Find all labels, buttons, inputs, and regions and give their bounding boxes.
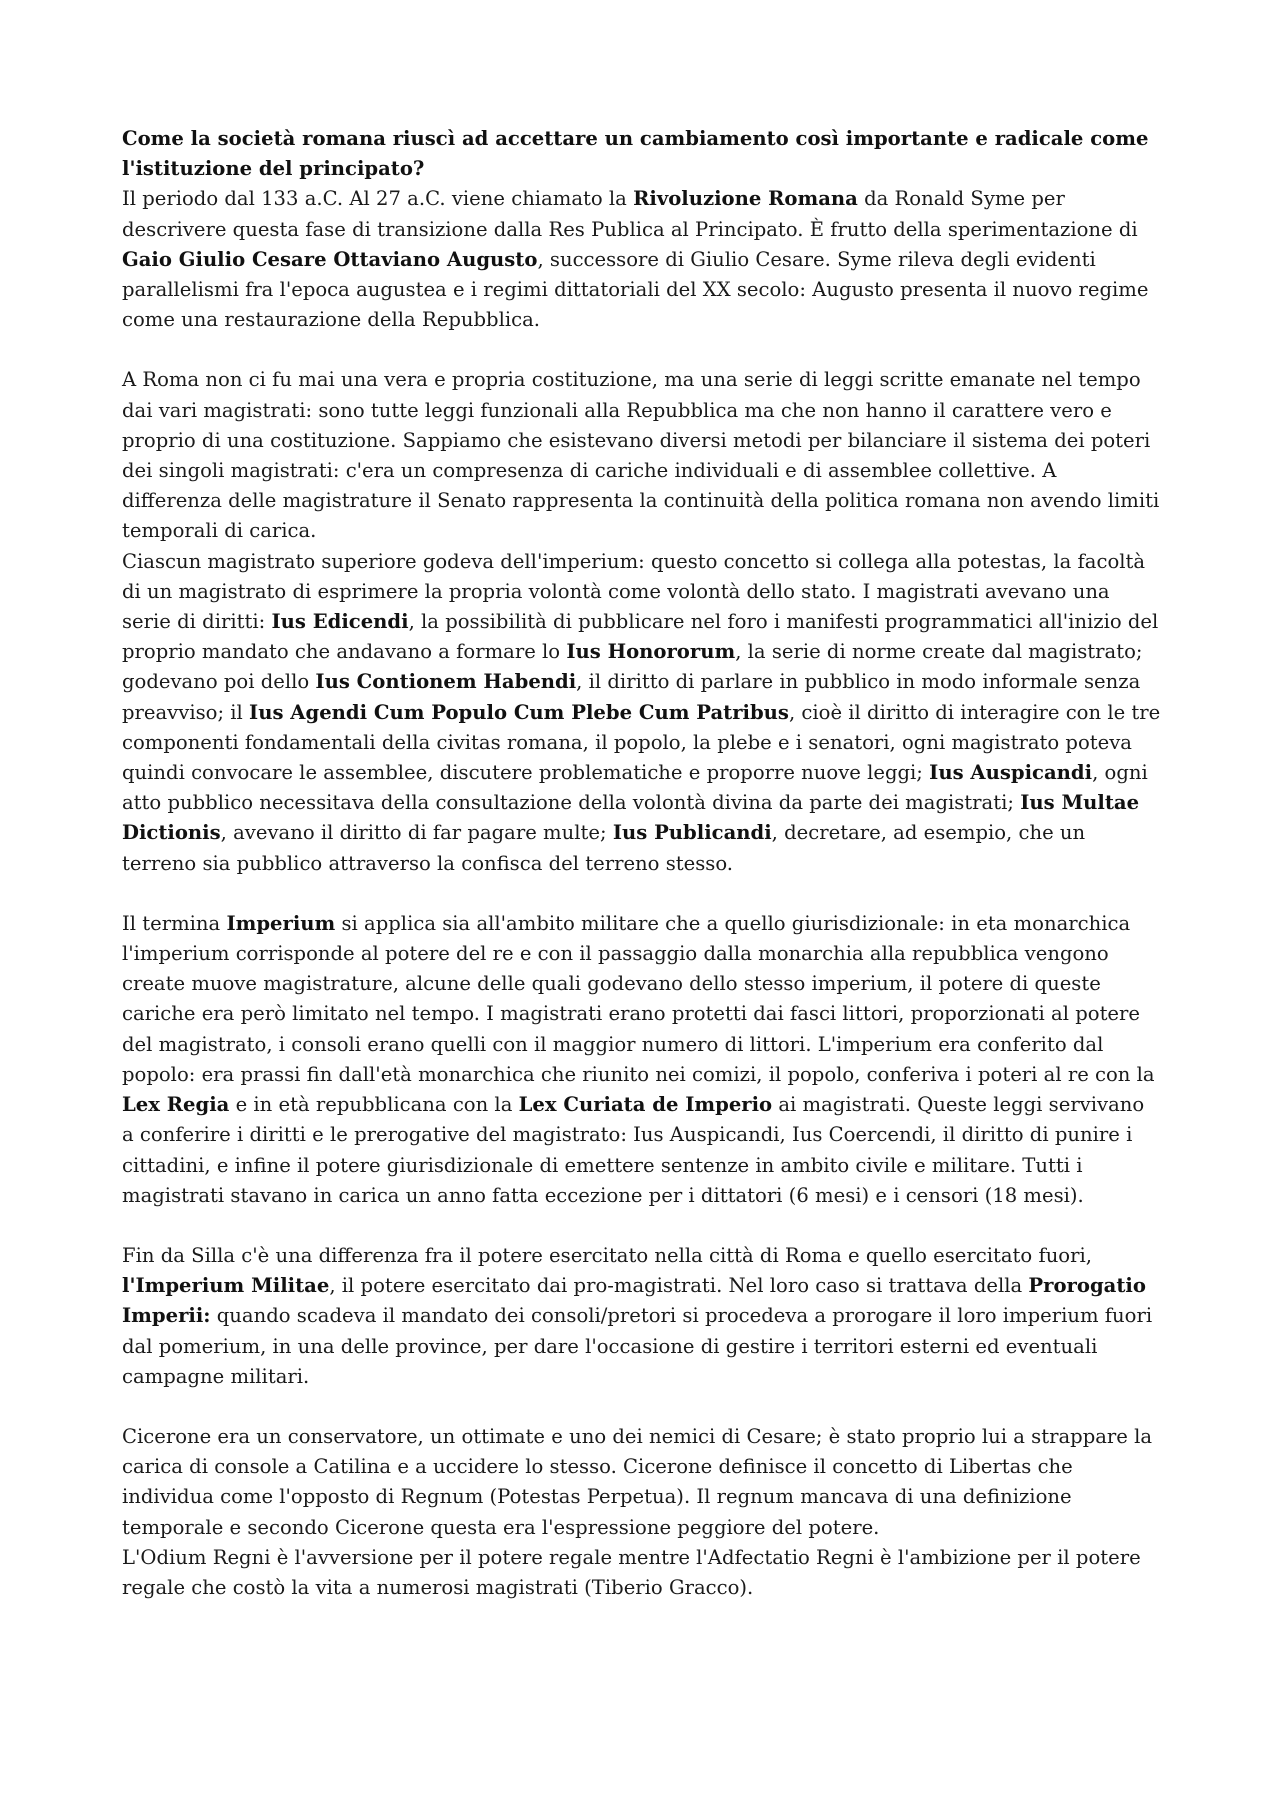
text-run: , cioè il diritto di interagire con le tre componenti fondamentali della civitas romana, il popolo, la plebe e i senatori, ogni magistrato poteva quindi convocare le assemblee, discutere problematiche e proporre nuove leggi;	[122, 700, 1161, 785]
text-run: , decretare, ad esempio, che un terreno sia pubblico attraverso la confisca del terreno stesso.	[122, 821, 1086, 875]
paragraph-cicerone: Cicerone era un conservatore, un ottimate e uno dei nemici di Cesare; è stato proprio lui a strappare la carica di console a Catilina e a uccidere lo stesso. Cicerone definisce il concetto di Libertas che individua come l'opposto di Regnum (Potestas Perpetua). Il regnum mancava di una definizione temporale e secondo Cicerone questa era l'espressione peggiore del potere.	[122, 1424, 1153, 1539]
heading-text: Come la società romana riuscì ad accettare un cambiamento così importante e radicale come l'istituzione del principato?	[122, 127, 1149, 181]
text-run: quando scadeva il mandato dei consoli/pretori si procedeva a prorogare il loro imperium fuori dal pomerium, in una delle province, per dare l'occasione di gestire i territori esterni ed eventuali campagne militari.	[122, 1304, 1153, 1388]
text-run: , ogni atto pubblico necessitava della consultazione della volontà divina da parte dei magistrati;	[122, 761, 1148, 815]
paragraph-imperium-militae	[122, 1241, 1162, 1392]
text-run: da Ronald Syme per descrivere questa fase di transizione dalla Res Publica al Principato. È frutto della sperimentazione di	[122, 187, 1138, 241]
paragraph-diritti-magistrati	[122, 547, 1162, 879]
text-run: , il potere esercitato dai pro-magistrati. Nel loro caso si trattava della	[329, 1274, 1029, 1298]
paragraph-gap	[122, 1211, 1162, 1241]
bold-term: Ius Honororum	[566, 640, 736, 664]
text-run: Il termina	[122, 911, 227, 935]
bold-term: Prorogatio Imperii:	[122, 1274, 1146, 1328]
document-page	[122, 124, 1162, 1603]
text-run: , la serie di norme create dal magistrato; godevano poi dello	[122, 640, 1143, 694]
text-run: Fin da Silla c'è una differenza fra il potere esercitato nella città di Roma e quello esercitato fuori,	[122, 1243, 1092, 1267]
bold-term: Ius Auspicandi	[929, 761, 1093, 785]
bold-term: Rivoluzione Romana	[633, 187, 858, 211]
text-run: ai magistrati. Queste leggi servivano a conferire i diritti e le prerogative del magistrato: Ius Auspicandi, Ius Coercendi, il diritto di punire i cittadini, e infine il potere giurisdizionale di emettere sentenze in ambito civile e militare. Tutti i magistrati stavano in carica un anno fatta eccezione per i dittatori (6 mesi) e i censori (18 mesi).	[122, 1093, 1145, 1207]
text-run: , il diritto di parlare in pubblico in modo informale senza preavviso; il	[122, 670, 1141, 724]
bold-term: Gaio Giulio Cesare Ottaviano Augusto	[122, 247, 538, 271]
bold-term: Ius Edicendi	[271, 610, 409, 634]
bold-term: l'Imperium Militae	[122, 1274, 330, 1298]
text-run: si applica sia all'ambito militare che a quello giurisdizionale: in eta monarchica l'imperium corrisponde al potere del re e con il passaggio dalla monarchia alla repubblica vengono create muove magistrature, alcune delle quali godevano dello stesso imperium, il potere di queste cariche era però limitato nel tempo. I magistrati erano protetti dai fasci littori, proporzionati al potere del magistrato, i consoli erano quelli con il maggior numero di littori. L'imperium era conferito dal popolo: era prassi fin dall'età monarchica che riunito nei comizi, il popolo, conferiva i poteri al re con la	[122, 911, 1155, 1086]
bold-term: Lex Regia	[122, 1093, 230, 1117]
text-run: Il periodo dal 133 a.C. Al 27 a.C. viene chiamato la	[122, 187, 634, 211]
text-run: e in età repubblicana con la	[229, 1093, 519, 1117]
paragraph-odium-regni: L'Odium Regni è l'avversione per il potere regale mentre l'Adfectatio Regni è l'ambizione per il potere regale che costò la vita a numerosi magistrati (Tiberio Gracco).	[122, 1545, 1141, 1599]
text-run: , avevano il diritto di far pagare multe;	[220, 821, 613, 845]
text-run: Ciascun magistrato superiore godeva dell'imperium: questo concetto si collega alla potestas, la facoltà di un magistrato di esprimere la propria volontà come volontà dello stato. I magistrati avevano una serie di diritti:	[122, 549, 1146, 634]
bold-term: Ius Publicandi	[612, 821, 772, 845]
bold-term: Ius Multae Dictionis	[122, 791, 1140, 845]
bold-term: Ius Contionem Habendi	[315, 670, 577, 694]
bold-term: Imperium	[226, 911, 336, 935]
document-heading	[122, 124, 1162, 184]
paragraph-costituzione: A Roma non ci fu mai una vera e propria costituzione, ma una serie di leggi scritte emanate nel tempo dai vari magistrati: sono tutte leggi funzionali alla Repubblica ma che non hanno il carattere vero e proprio di una costituzione. Sappiamo che esistevano diversi metodi per bilanciare il sistema dei poteri dei singoli magistrati: c'era un compresenza di cariche individuali e di assemblee collettive. A differenza delle magistrature il Senato rappresenta la continuità della politica romana non avendo limiti temporali di carica.	[122, 368, 1160, 543]
paragraph-imperium	[122, 909, 1162, 1211]
text-run: , la possibilità di pubblicare nel foro i manifesti programmatici all'inizio del proprio mandato che andavano a formare lo	[122, 610, 1159, 664]
paragraph-gap	[122, 879, 1162, 909]
bold-term: Lex Curiata de Imperio	[518, 1093, 773, 1117]
paragraph-rivoluzione-romana	[122, 184, 1162, 335]
bold-term: Ius Agendi Cum Populo Cum Plebe Cum Patribus	[249, 700, 789, 724]
text-run: , successore di Giulio Cesare. Syme rileva degli evidenti parallelismi fra l'epoca augustea e i regimi dittatoriali del XX secolo: Augusto presenta il nuovo regime come una restaurazione della Repubblica.	[122, 247, 1149, 332]
paragraph-gap	[122, 335, 1162, 365]
paragraph-gap	[122, 1392, 1162, 1422]
